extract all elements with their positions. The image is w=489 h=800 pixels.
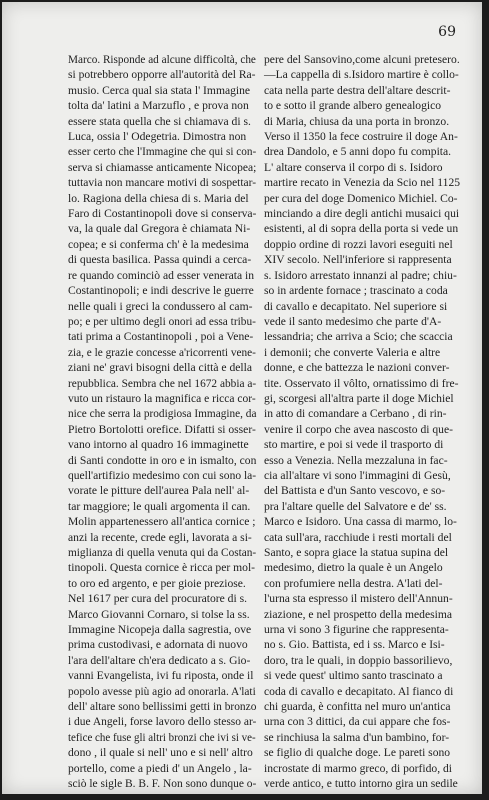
text-line: l'urna sta espresso il mistero dell'Annun- [264,592,453,606]
text-line: tati prima a Costantinopoli , poi a Vene- [68,330,254,344]
text-line: Pietro Bortolotti orefice. Difatti si osser- [68,422,256,436]
text-line: i due Angeli, forse lavoro dello stesso ar- [68,715,257,729]
text-line: Marco e Isidoro. Una cassa di marmo, lo- [264,515,457,529]
text-line: l'ara dell'altare ch'era dedicato a s. Gio- [68,653,251,667]
text-line: —La cappella di s.Isidoro martire è collo- [264,68,459,82]
text-line: di questa basilica. Passa quindi a cerca- [68,253,252,267]
text-line: nelle quali i greci la condussero al cam- [68,299,253,313]
text-line: vanni Evangelista, ivi fu riposta, onde il [68,669,254,683]
text-line: re quando cominciò ad esser venerata in [68,268,255,282]
text-line: sciò le sigle B. B. F. Non sono dunque o- [68,777,257,791]
text-line: tar maggiore; le quali argomenta il can. [68,499,251,513]
text-line: se rinchiusa la salma d'un bambino, for- [264,730,450,744]
text-line: serva si chiamasse anticamente Nicopea; [68,160,257,174]
text-line: chi guarda, è confitta nel muro un'antica [264,700,451,714]
text-line: cata nella parte destra dell'altare descrit- [264,83,451,97]
text-line: si potrebbero opporre all'autorità del Ra- [68,68,256,82]
text-line: portello, come a piedi d' un Angelo , la- [68,761,252,775]
text-line: i demonii; che converte Valeria e altre [264,345,441,359]
text-line: tolta da' latini a Marzuflo , e prova non [68,99,249,113]
text-line: va, la quale dal Gregora è chiamata Ni- [68,222,251,236]
text-line: Luca, ossia l' Odegetria. Dimostra non [68,130,247,144]
text-line: del Battista e d'un Santo vescovo, e so- [264,484,446,498]
text-line: coda di cavallo e decapitato. Al fianco di [264,684,454,698]
text-line: vorate le pitture dell'aurea Pala nell' al- [68,484,250,498]
text-line: per cura del doge Domenico Michiel. Co- [264,191,458,205]
text-line: ziani ne' gravi bisogni della città e della [68,361,252,375]
text-line: Santo, e sopra giace la statua supina del [264,546,449,559]
text-line: venire il corpo che avea nascosto di que- [264,422,453,436]
text-line: tuttavia non mancare motivi di sospettar- [68,176,257,190]
text-line: Costantinopoli; e indi descrive le guerre [68,284,254,298]
text-line: con profumiere nella destra. A'lati del- [264,576,443,590]
text-line: to oro ed argento, e per gioie preziose. [68,576,246,590]
text-line: Marco. Risponde ad alcune difficoltà, che [68,53,256,66]
text-line: Faro di Costantinopoli dove si conserva- [68,207,257,221]
text-line: prima custodivasi, e adornata di nuovo [68,638,248,652]
text-line: vuto un ristauro la magnifica e ricca cor- [68,391,256,405]
text-line: se figlio di qualche doge. Le pareti sono [264,746,451,760]
text-line: Verso il 1350 la fece costruire il doge An- [264,130,458,144]
text-line: tinopoli. Questa cornice è ricca per mol- [68,561,256,575]
text-line: lo. Ragiona della chiesa di s. Maria del [68,191,249,205]
text-line: quell'artifizio medesimo con cui sono la- [68,468,257,482]
text-line: esso a Venezia. Nella mezzaluna in fac- [264,453,448,467]
text-line: tite. Osservato il vôlto, ornatissimo di fre- [264,376,459,390]
text-line: ziazione, e nel prospetto della medesima [264,607,453,621]
right-text-column [264,52,464,792]
text-line: in atto di comandare a Cerbano , di rin- [264,407,447,421]
text-line: verde antico, e tutto intorno gira un sedile [264,777,458,791]
text-line: donne, e che battezza le nazioni conver- [264,361,450,375]
text-line: nice che serra la prodigiosa Immagine, da [68,407,257,421]
text-line: di cavallo e decapitato. Nel superiore si [264,299,448,313]
text-line: si vede quest' ultimo santo trascinato a [264,669,443,683]
text-line: esistenti, al di sopra della porta si vede un [264,222,459,236]
text-line: tefice che fuse gli altri bronzi che ivi si ve- [68,730,256,744]
text-line: XIV secolo. Nell'inferiore si rappresenta [264,253,452,267]
text-line: medesimo, dietro la quale è un Angelo [264,561,443,575]
book-page [2,2,482,794]
text-line: Nel 1617 per cura del procuratore di s. [68,592,247,606]
text-line: martire recato in Venezia da Scio nel 1125 [264,176,461,190]
text-line: gi, scorgesi all'altra parte il doge Michiel [264,391,454,405]
text-line: esser certo che l'Immagine che qui si con- [68,145,257,159]
left-text-column [68,52,256,792]
text-line: sto martire, e poi si vede il trasporto di [264,438,444,452]
text-line: pere del Sansovino,come alcuni pretesero. [264,53,460,66]
text-line: Molin appartenessero all'antica cornice ; [68,515,256,529]
text-line: essere stata quella che si chiamava di s. [68,114,251,128]
text-line: minciando a dire degli antichi musaici qui [264,207,460,221]
text-line: Marco Giovanni Cornaro, si tolse la ss. [68,607,250,621]
text-line: di Santi condotte in oro e in ismalto, con [68,453,257,467]
text-line: copea; e si conferma ch' è la medesima [68,237,249,251]
text-line: anzi la recente, crede egli, lavorata a si- [68,530,252,544]
text-line: repubblica. Sembra che nel 1672 abbia a- [68,376,257,390]
text-line: miglianza di quella venuta qui da Costan- [68,546,257,559]
text-line: doro, tra le quali, in doppio bassorilievo, [264,653,453,667]
text-line: no s. Gio. Battista, ed i ss. Marco e Isi- [264,638,445,652]
text-line: dell' altare sono bellissimi getti in bronzo [68,700,257,714]
text-line: cata sull'ara, racchiude i resti mortali del [264,530,452,544]
text-line: doppio ordine di rozzi lavori eseguiti nel [264,237,453,251]
text-line: so in ardente fornace ; trascinato a coda [264,284,448,298]
text-line: incrostate di marmo greco, di porfido, di [264,761,453,775]
text-line: urna con 3 dittici, da cui appare che fos- [264,715,451,729]
text-line: vano intorno al quadro 16 immaginette [68,438,249,452]
text-line: drea Dandolo, e 5 anni dopo fu compita. [264,145,452,159]
text-line: s. Isidoro arrestato innanzi al padre; chiu- [264,268,457,282]
text-line: lessandria; che arriva a Scio; che scaccia [264,330,453,344]
text-line: to e sotto il grande albero genealogico [264,99,442,113]
text-line: po; e per ultimo degli onori ad essa tribu- [68,314,256,328]
text-line: di Maria, chiusa da una porta in bronzo. [264,114,450,128]
text-line: musio. Cerca qual sia stata l' Immagine [68,83,251,97]
text-line: cia all'altare vi sono l'immagini di Gesù, [264,468,451,482]
text-line: dono , il quale si nell' uno e si nell' altro [68,746,253,760]
text-line: popolo avesse più agio ad onorarla. A'lati [68,684,256,698]
text-line: pra l'altare quelle del Salvatore e de' ss. [264,499,447,513]
text-line: Immagine Nicopeja dalla sagrestia, ove [68,623,252,637]
text-line: vede il santo medesimo che parte d'A- [264,314,442,328]
text-line: L' altare conserva il corpo di s. Isidoro [264,160,443,174]
text-line: zia, e le grazie concesse a'ricorrenti vene- [68,345,256,359]
page-number: 69 [438,24,456,40]
text-line: urna vi sono 3 figurine che rappresenta- [264,623,449,637]
